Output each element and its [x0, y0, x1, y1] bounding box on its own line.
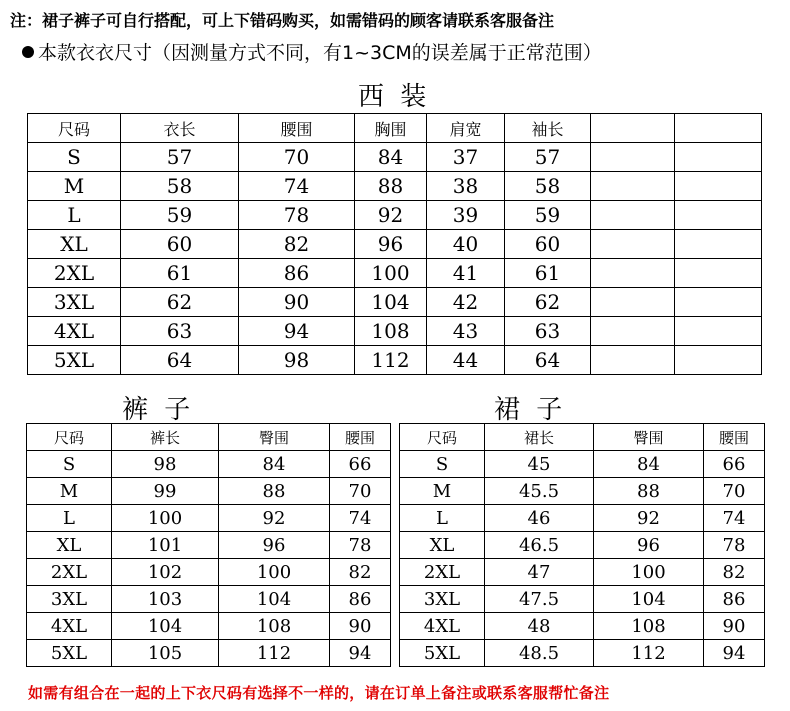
suit-title: 西 装	[358, 82, 431, 112]
pants-cell: 100	[219, 559, 330, 586]
pants-cell: 88	[219, 478, 330, 505]
suit-cell: 59	[121, 201, 239, 230]
suit-cell	[675, 230, 762, 259]
skirt-cell: 84	[594, 451, 704, 478]
suit-cell: 63	[121, 317, 239, 346]
suit-cell: 58	[121, 172, 239, 201]
pants-cell: 100	[112, 505, 219, 532]
suit-cell: 59	[505, 201, 591, 230]
suit-header-cell	[591, 114, 675, 143]
skirt-cell: 66	[704, 451, 765, 478]
suit-cell: XL	[28, 230, 121, 259]
table-row	[400, 532, 765, 559]
suit-cell	[591, 201, 675, 230]
suit-header-cell: 肩宽	[427, 114, 505, 143]
table-row	[400, 451, 765, 478]
skirt-cell: 104	[594, 586, 704, 613]
suit-header-row	[28, 114, 762, 143]
table-row	[28, 201, 762, 230]
pants-header-cell: 腰围	[330, 424, 391, 451]
pants-cell: 3XL	[27, 586, 112, 613]
skirt-header-cell: 腰围	[704, 424, 765, 451]
pants-cell: 108	[219, 613, 330, 640]
skirt-cell: 108	[594, 613, 704, 640]
skirt-cell: 88	[594, 478, 704, 505]
suit-cell: 64	[121, 346, 239, 375]
pants-cell: 102	[112, 559, 219, 586]
skirt-cell: L	[400, 505, 485, 532]
suit-cell: 43	[427, 317, 505, 346]
pants-cell: 2XL	[27, 559, 112, 586]
pants-size-table	[26, 423, 391, 667]
skirt-header-row	[400, 424, 765, 451]
table-row	[28, 172, 762, 201]
skirt-title: 裙 子	[494, 395, 567, 425]
suit-cell: L	[28, 201, 121, 230]
pants-cell: 4XL	[27, 613, 112, 640]
skirt-header-cell: 尺码	[400, 424, 485, 451]
suit-cell: 62	[121, 288, 239, 317]
skirt-cell: 94	[704, 640, 765, 667]
suit-cell	[591, 346, 675, 375]
table-row	[28, 317, 762, 346]
skirt-cell: 100	[594, 559, 704, 586]
pants-title: 裤 子	[122, 395, 195, 425]
suit-cell: M	[28, 172, 121, 201]
suit-cell	[675, 172, 762, 201]
skirt-cell: 3XL	[400, 586, 485, 613]
table-row	[400, 586, 765, 613]
skirt-cell: 82	[704, 559, 765, 586]
suit-cell: 98	[239, 346, 355, 375]
suit-cell: 57	[121, 143, 239, 172]
suit-cell	[675, 259, 762, 288]
skirt-cell: 48.5	[485, 640, 594, 667]
suit-header-cell: 胸围	[355, 114, 427, 143]
table-row	[27, 505, 391, 532]
suit-cell: 4XL	[28, 317, 121, 346]
table-row	[27, 559, 391, 586]
suit-cell: 70	[239, 143, 355, 172]
pants-cell: 84	[219, 451, 330, 478]
suit-cell: 5XL	[28, 346, 121, 375]
suit-cell: 108	[355, 317, 427, 346]
table-row	[28, 346, 762, 375]
suit-cell: 38	[427, 172, 505, 201]
skirt-cell: S	[400, 451, 485, 478]
suit-cell: 61	[505, 259, 591, 288]
note-line-2-text: 本款衣衣尺寸（因测量方式不同，有1~3CM的误差属于正常范围）	[38, 42, 602, 64]
suit-cell: S	[28, 143, 121, 172]
suit-cell: 60	[121, 230, 239, 259]
suit-cell: 58	[505, 172, 591, 201]
suit-size-table	[27, 113, 762, 375]
suit-cell: 78	[239, 201, 355, 230]
note-line-2	[22, 38, 602, 65]
skirt-cell: 48	[485, 613, 594, 640]
suit-cell: 41	[427, 259, 505, 288]
suit-cell: 96	[355, 230, 427, 259]
skirt-cell: 46.5	[485, 532, 594, 559]
skirt-cell: 86	[704, 586, 765, 613]
skirt-cell: XL	[400, 532, 485, 559]
pants-cell: 78	[330, 532, 391, 559]
skirt-size-table	[399, 423, 765, 667]
skirt-cell: 45.5	[485, 478, 594, 505]
suit-cell: 3XL	[28, 288, 121, 317]
skirt-cell: 90	[704, 613, 765, 640]
pants-cell: 101	[112, 532, 219, 559]
skirt-cell: 96	[594, 532, 704, 559]
skirt-cell: 70	[704, 478, 765, 505]
pants-cell: XL	[27, 532, 112, 559]
suit-cell: 40	[427, 230, 505, 259]
pants-cell: 66	[330, 451, 391, 478]
skirt-cell: 47	[485, 559, 594, 586]
table-row	[28, 259, 762, 288]
table-row	[400, 613, 765, 640]
suit-cell	[675, 201, 762, 230]
table-row	[400, 640, 765, 667]
pants-cell: 112	[219, 640, 330, 667]
suit-cell: 61	[121, 259, 239, 288]
suit-cell	[675, 346, 762, 375]
skirt-cell: 92	[594, 505, 704, 532]
note-line-1: 注：裙子裤子可自行搭配，可上下错码购买，如需错码的顾客请联系客服备注	[10, 11, 555, 30]
skirt-cell: 5XL	[400, 640, 485, 667]
table-row	[27, 586, 391, 613]
suit-cell	[591, 143, 675, 172]
suit-header-cell: 袖长	[505, 114, 591, 143]
table-row	[27, 640, 391, 667]
pants-header-row	[27, 424, 391, 451]
pants-cell: S	[27, 451, 112, 478]
pants-cell: 104	[219, 586, 330, 613]
suit-cell: 74	[239, 172, 355, 201]
skirt-cell: 112	[594, 640, 704, 667]
table-row	[28, 230, 762, 259]
skirt-cell: 74	[704, 505, 765, 532]
suit-cell: 82	[239, 230, 355, 259]
suit-cell: 100	[355, 259, 427, 288]
suit-cell	[591, 230, 675, 259]
skirt-cell: 4XL	[400, 613, 485, 640]
pants-header-cell: 尺码	[27, 424, 112, 451]
table-row	[400, 559, 765, 586]
skirt-cell: 2XL	[400, 559, 485, 586]
table-row	[400, 478, 765, 505]
suit-cell	[591, 317, 675, 346]
suit-cell: 86	[239, 259, 355, 288]
suit-cell: 37	[427, 143, 505, 172]
suit-cell	[591, 172, 675, 201]
suit-cell	[675, 143, 762, 172]
suit-cell: 64	[505, 346, 591, 375]
skirt-cell: M	[400, 478, 485, 505]
pants-cell: 96	[219, 532, 330, 559]
suit-cell: 92	[355, 201, 427, 230]
suit-cell: 39	[427, 201, 505, 230]
pants-header-cell: 裤长	[112, 424, 219, 451]
suit-header-cell: 尺码	[28, 114, 121, 143]
suit-cell: 112	[355, 346, 427, 375]
pants-cell: 92	[219, 505, 330, 532]
suit-cell: 94	[239, 317, 355, 346]
suit-cell	[591, 259, 675, 288]
skirt-cell: 45	[485, 451, 594, 478]
pants-cell: 82	[330, 559, 391, 586]
pants-cell: L	[27, 505, 112, 532]
suit-cell: 42	[427, 288, 505, 317]
bullet-icon	[22, 46, 34, 58]
suit-cell: 84	[355, 143, 427, 172]
skirt-cell: 47.5	[485, 586, 594, 613]
suit-header-cell	[675, 114, 762, 143]
suit-cell: 88	[355, 172, 427, 201]
pants-cell: 104	[112, 613, 219, 640]
suit-header-cell: 腰围	[239, 114, 355, 143]
skirt-header-cell: 臀围	[594, 424, 704, 451]
suit-cell: 63	[505, 317, 591, 346]
pants-cell: 94	[330, 640, 391, 667]
suit-cell	[591, 288, 675, 317]
pants-header-cell: 臀围	[219, 424, 330, 451]
table-row	[400, 505, 765, 532]
suit-cell: 90	[239, 288, 355, 317]
table-row	[27, 532, 391, 559]
suit-cell: 60	[505, 230, 591, 259]
skirt-header-cell: 裙长	[485, 424, 594, 451]
suit-cell: 2XL	[28, 259, 121, 288]
table-row	[27, 451, 391, 478]
pants-cell: 105	[112, 640, 219, 667]
suit-cell: 57	[505, 143, 591, 172]
skirt-cell: 78	[704, 532, 765, 559]
suit-cell: 44	[427, 346, 505, 375]
pants-cell: 103	[112, 586, 219, 613]
pants-cell: 90	[330, 613, 391, 640]
pants-cell: 99	[112, 478, 219, 505]
suit-cell: 62	[505, 288, 591, 317]
pants-cell: M	[27, 478, 112, 505]
pants-cell: 98	[112, 451, 219, 478]
pants-cell: 70	[330, 478, 391, 505]
suit-header-cell: 衣长	[121, 114, 239, 143]
suit-cell	[675, 317, 762, 346]
pants-cell: 74	[330, 505, 391, 532]
pants-cell: 86	[330, 586, 391, 613]
table-row	[28, 143, 762, 172]
table-row	[28, 288, 762, 317]
table-row	[27, 613, 391, 640]
pants-cell: 5XL	[27, 640, 112, 667]
suit-cell	[675, 288, 762, 317]
footer-note: 如需有组合在一起的上下衣尺码有选择不一样的，请在订单上备注或联系客服帮忙备注	[28, 684, 610, 702]
skirt-cell: 46	[485, 505, 594, 532]
suit-cell: 104	[355, 288, 427, 317]
table-row	[27, 478, 391, 505]
